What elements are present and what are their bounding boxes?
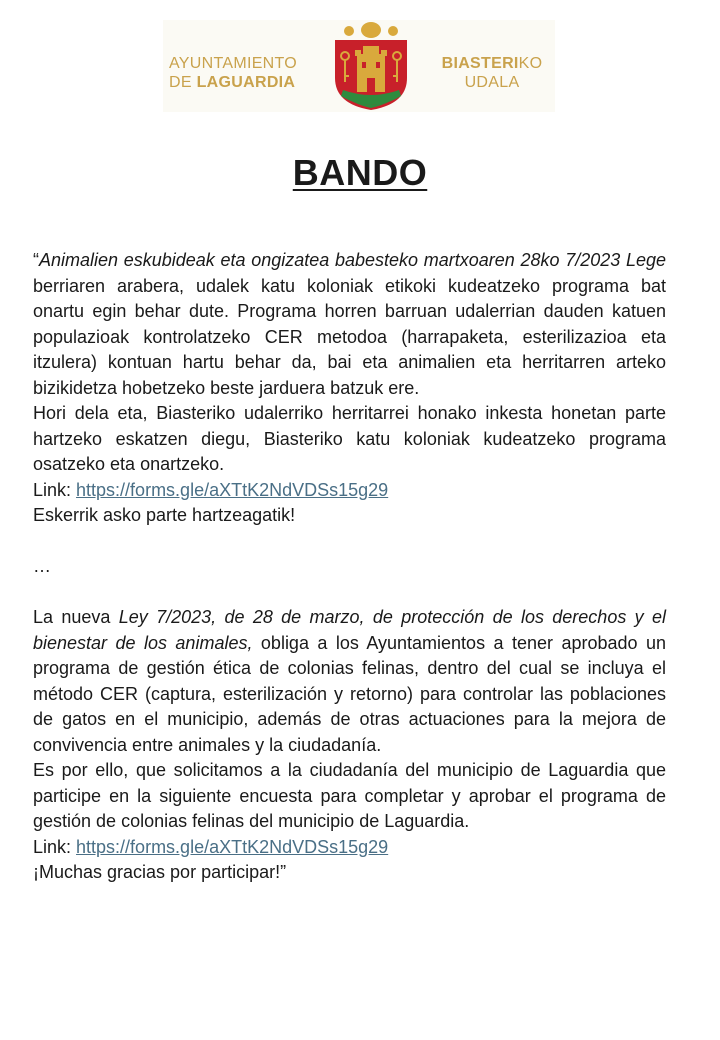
spanish-survey-link[interactable]: https://forms.gle/aXTtK2NdVDSs15g29 xyxy=(76,836,389,857)
spanish-paragraph-2: Es por ello, que solicitamos a la ciudadanía del municipio de Laguardia que participe en la siguiente encuesta para completar y aprobar el programa de gestión de colonias felinas del municipio de Laguardia. xyxy=(33,760,666,831)
de-laguardia-line xyxy=(169,73,297,92)
udala-line: UDALA xyxy=(464,74,520,91)
ayuntamiento-line: AYUNTAMIENTO xyxy=(169,55,298,72)
page-title: BANDO xyxy=(292,152,428,193)
basque-paragraph-1 xyxy=(33,248,666,401)
basque-law-title: Animalien eskubideak eta ongizatea babesteko martxoaren 28ko 7/2023 Lege xyxy=(39,250,666,270)
biasteriko-wordmark xyxy=(435,54,549,92)
basque-survey-link[interactable]: https://forms.gle/aXTtK2NdVDSs15g29 xyxy=(76,479,389,500)
laguardia-bold: LAGUARDIA xyxy=(196,74,296,91)
coat-of-arms-icon xyxy=(329,20,413,112)
spacer xyxy=(33,580,666,606)
spanish-paragraph-1-text: obliga a los Ayuntamientos a tener aprobado un programa de gestión ética de colonias felinas, dentro del cual se incluya el método CER (captura, esterilización y retorno) para controlar las poblaciones de gatos en el municipio, además de otras actuaciones para la mejora de convivencia entre animales y la ciudadanía. xyxy=(33,632,666,755)
spanish-link-line xyxy=(33,835,666,861)
basque-link-line xyxy=(33,478,666,504)
basque-paragraph-2: Hori dela eta, Biasteriko udalerriko herritarrei honako inkesta honetan parte hartzeko eskatzen diegu, Biasteriko katu koloniak kudeatzeko programa osatzeko eta onartzeko. xyxy=(33,403,666,474)
spanish-thanks: ¡Muchas gracias por participar!” xyxy=(33,862,287,882)
basque-paragraph-1-text: berriaren arabera, udalek katu koloniak etikoki kudeatzeko programa bat onartu egin behar dute. Programa horren barruan udalerrian dauden katuen populazioak kontrolatzeko CER metodoa (harrapaketa, esterilizazioa eta itzulera) kontuan hartu behar da, bai eta animalien eta herritarren arteko bizikidetza hobetzeko beste jarduera batzuk ere. xyxy=(33,275,666,398)
spanish-paragraph-1 xyxy=(33,605,666,758)
bando-body xyxy=(33,248,666,886)
basque-link-label: Link: xyxy=(33,479,77,500)
de-prefix: DE xyxy=(169,74,197,91)
spanish-paragraph-1-start: La nueva xyxy=(33,607,119,627)
open-quote: “ xyxy=(33,250,39,270)
ko-suffix: KO xyxy=(518,55,543,72)
spacer xyxy=(33,529,666,555)
basque-thanks: Eskerrik asko parte hartzeagatik! xyxy=(33,505,296,525)
biasteri-bold: BIASTERI xyxy=(441,55,519,72)
ayuntamiento-wordmark xyxy=(169,54,297,92)
spanish-law-title: Ley 7/2023, de 28 de marzo, de protección de los derechos y el bienestar de los animales, xyxy=(33,607,666,653)
municipal-header xyxy=(163,20,555,112)
separator: … xyxy=(33,556,51,576)
spanish-link-label: Link: xyxy=(33,836,77,857)
biasteriko-line xyxy=(435,54,549,73)
